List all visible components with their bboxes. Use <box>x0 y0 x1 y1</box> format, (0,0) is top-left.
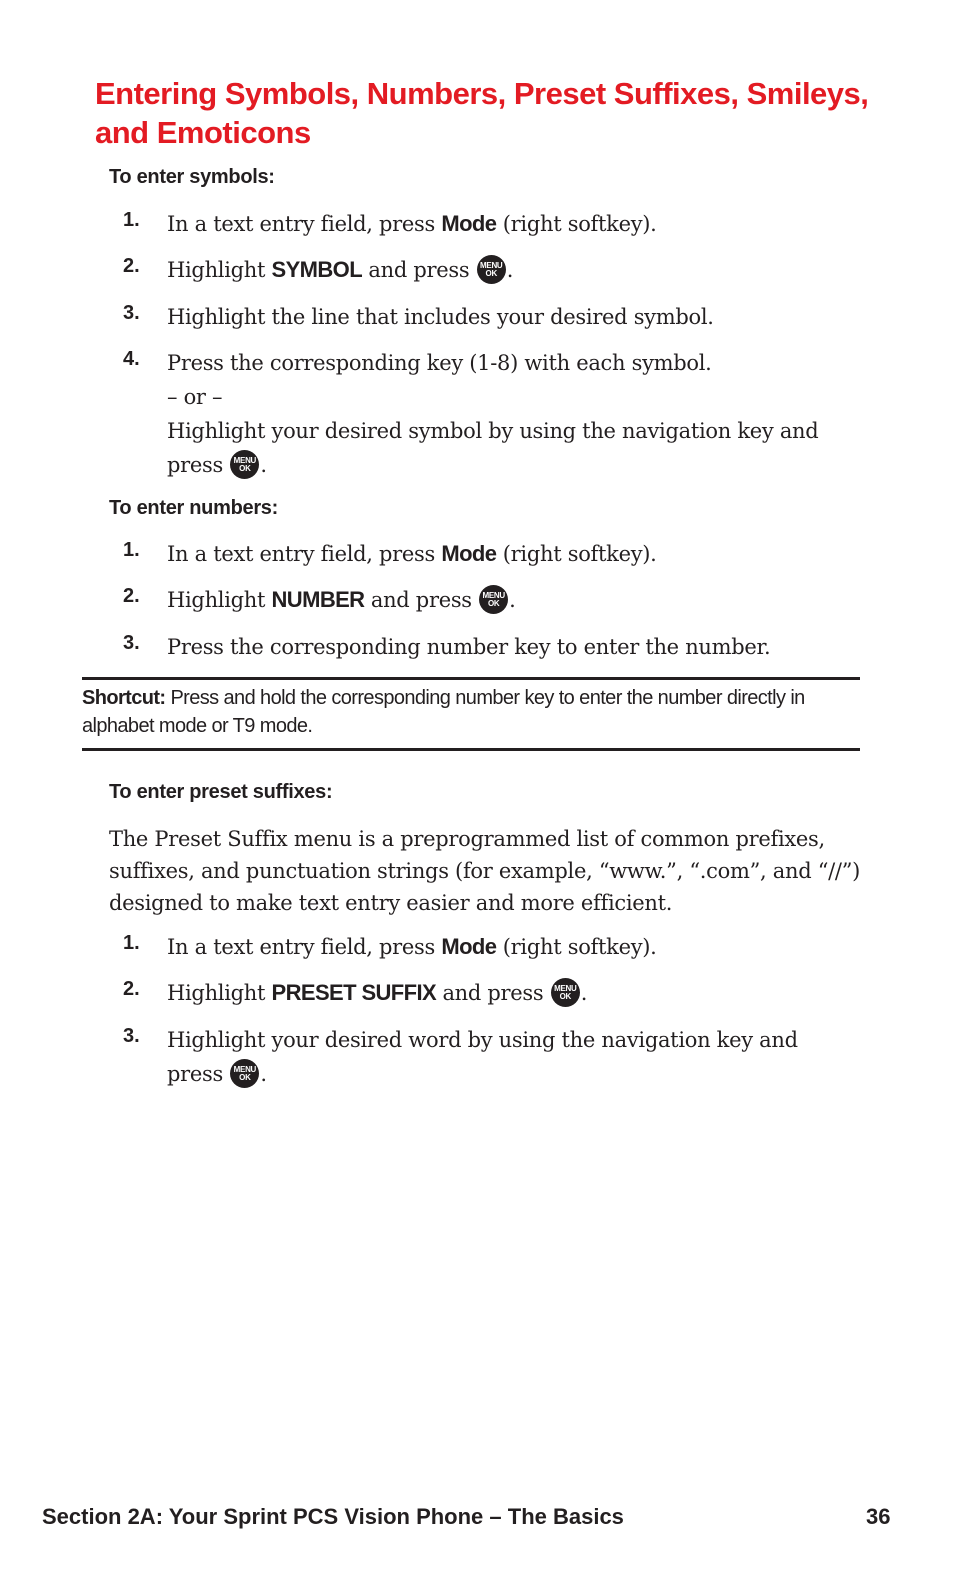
step-text: Press the corresponding number key to enter the number. <box>167 635 771 659</box>
preset-suffix-option-label: PRESET SUFFIX <box>271 980 437 1005</box>
mode-key-label: Mode <box>441 934 497 959</box>
menu-ok-key-icon: MENU OK <box>477 255 506 284</box>
step-number: 3. <box>123 1025 140 1047</box>
step-text: Press the corresponding key (1-8) with each symbol. – or – Highlight your desired symbol by using the navigation key and press MENU OK . <box>167 346 857 482</box>
menu-ok-key-icon: MENU OK <box>479 585 508 614</box>
step-number: 4. <box>123 348 140 370</box>
shortcut-text: Press and hold the corresponding number key to enter the number directly in alphabet mode or T9 mode. <box>82 687 805 737</box>
step-text: Highlight the line that includes your desired symbol. <box>167 305 714 329</box>
step-text: Highlight SYMBOL and press MENU OK . <box>167 257 514 282</box>
menu-ok-key-icon: MENU OK <box>230 450 259 479</box>
step-number: 1. <box>123 209 140 231</box>
suffixes-subheading: To enter preset suffixes: <box>109 781 333 803</box>
menu-ok-key-icon: MENU OK <box>230 1059 259 1088</box>
step-number: 1. <box>123 539 140 561</box>
step-number: 1. <box>123 932 140 954</box>
step-text: In a text entry field, press Mode (right softkey). <box>167 934 657 959</box>
step-number: 2. <box>123 585 140 607</box>
mode-key-label: Mode <box>441 541 497 566</box>
mode-key-label: Mode <box>441 211 497 236</box>
step-number: 2. <box>123 978 140 1000</box>
shortcut-label: Shortcut: <box>82 687 166 709</box>
symbols-subheading: To enter symbols: <box>109 166 275 188</box>
step-text: Highlight PRESET SUFFIX and press MENU OK . <box>167 980 588 1005</box>
menu-ok-key-icon: MENU OK <box>551 978 580 1007</box>
shortcut-bottom-rule <box>82 748 860 751</box>
footer-section-title: Section 2A: Your Sprint PCS Vision Phone – The Basics <box>42 1504 624 1529</box>
page-title: Entering Symbols, Numbers, Preset Suffixes, Smileys, and Emoticons <box>95 76 869 150</box>
shortcut-note <box>82 684 862 740</box>
step-number: 2. <box>123 255 140 277</box>
or-separator: – or – <box>167 385 223 409</box>
step-text: Highlight NUMBER and press MENU OK . <box>167 587 516 612</box>
numbers-subheading: To enter numbers: <box>109 497 278 519</box>
step-number: 3. <box>123 632 140 654</box>
number-option-label: NUMBER <box>271 587 365 612</box>
page-number: 36 <box>866 1504 891 1529</box>
step-number: 3. <box>123 302 140 324</box>
suffixes-intro-paragraph: The Preset Suffix menu is a preprogrammed list of common prefixes, suffixes, and punctuation strings (for example, “www.”, “.com”, and “//”) designed to make text entry easier and more efficient. <box>109 827 861 915</box>
step-text: Highlight your desired word by using the navigation key and press MENU OK . <box>167 1028 798 1086</box>
shortcut-top-rule <box>82 677 860 680</box>
symbol-option-label: SYMBOL <box>271 257 363 282</box>
step-text: In a text entry field, press Mode (right softkey). <box>167 211 657 236</box>
step-text: In a text entry field, press Mode (right softkey). <box>167 541 657 566</box>
